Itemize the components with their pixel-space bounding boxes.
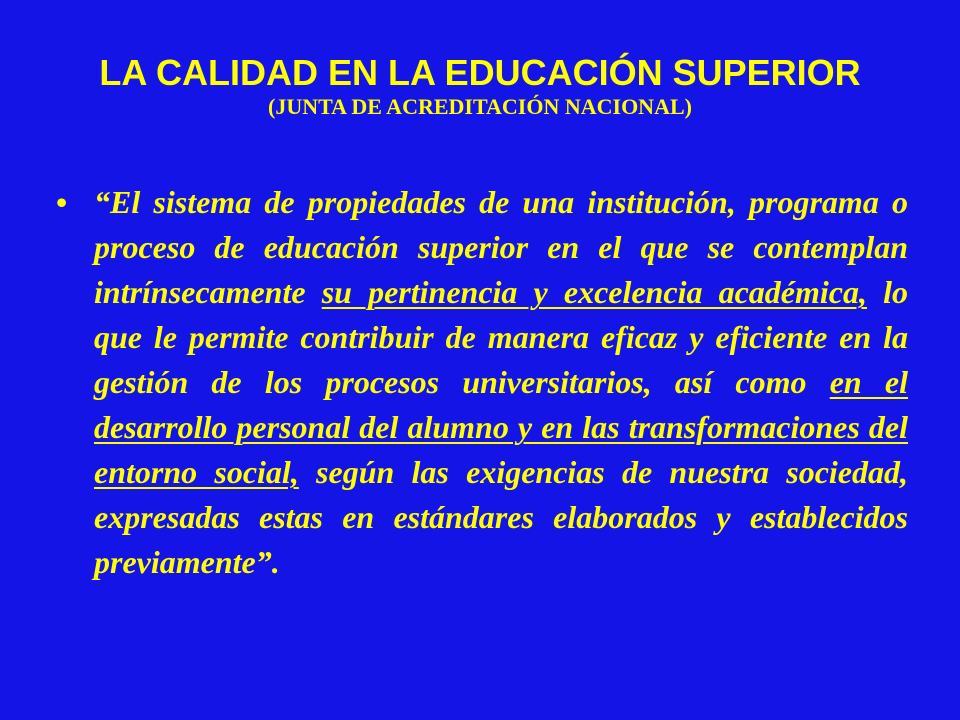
- bullet-list: [56, 180, 908, 585]
- quote-underlined-relevance: su pertinencia y excelencia académica,: [321, 274, 867, 310]
- quote-text-part-3: lo que le permite contribuir de manera eficaz y eficiente en la gestión de los procesos universitarios, así como: [94, 274, 909, 400]
- slide-title: LA CALIDAD EN LA EDUCACIÓN SUPERIOR: [99, 52, 861, 93]
- bullet-item: [56, 180, 908, 585]
- quote-text-part-1: “El sistema de propiedades de una institución, programa o proceso de educación superior en el que se contemplan intrínsecamente: [94, 184, 908, 310]
- bullet-icon: •: [56, 184, 68, 220]
- slide-subtitle: (JUNTA DE ACREDITACIÓN NACIONAL): [268, 94, 692, 119]
- quote-underlined-development: en el desarrollo personal del alumno y en las transformaciones del entorno social,: [94, 364, 909, 490]
- title-block: [0, 52, 960, 120]
- quote-text-part-5: según las exigencias de nuestra sociedad, expresadas estas en estándares elaborados y establecidos previamente”.: [94, 454, 908, 580]
